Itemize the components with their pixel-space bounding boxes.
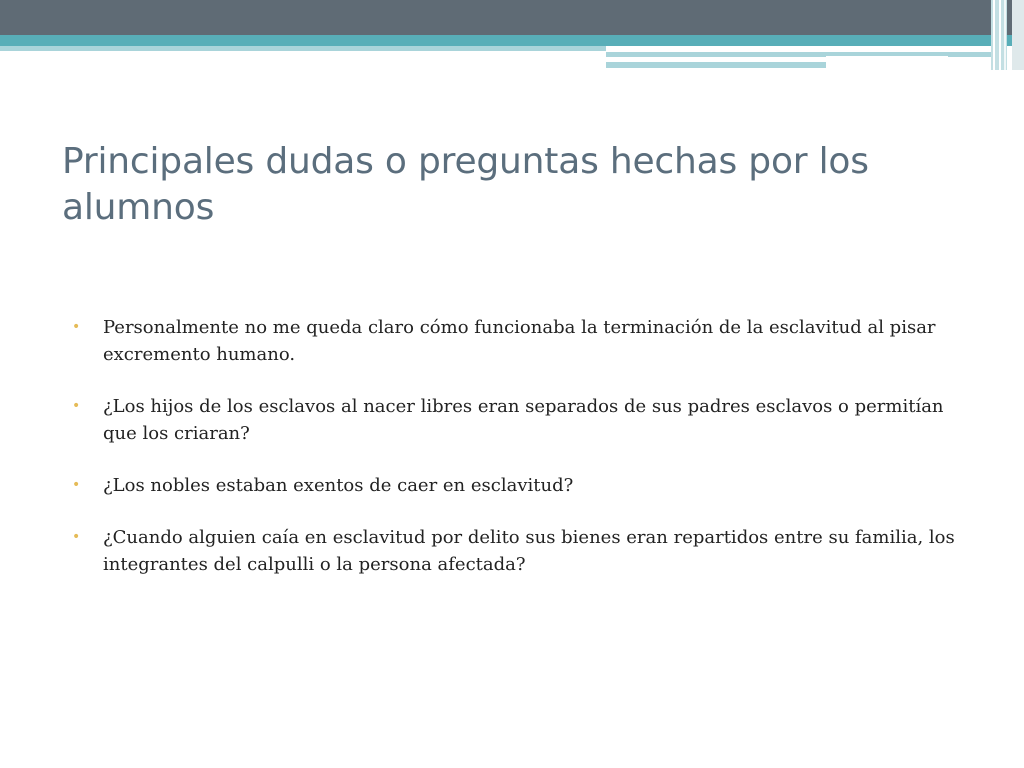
header-right-edge-stripe <box>1012 0 1024 70</box>
bullet-text: ¿Cuando alguien caía en esclavitud por delito sus bienes eran repartidos entre su familia, los integrantes del calpulli o la persona afectada? <box>103 527 955 575</box>
header-dark-band <box>0 0 1024 35</box>
header-decoration <box>0 0 1024 70</box>
bullet-dot-icon: • <box>72 529 81 545</box>
slide-title: Principales dudas o preguntas hechas por los alumnos <box>62 141 869 228</box>
header-teal-band <box>0 35 1024 46</box>
bullet-dot-icon: • <box>72 477 81 493</box>
bullet-item <box>72 393 972 447</box>
bullet-list <box>72 314 972 603</box>
header-white-line <box>826 56 948 59</box>
bullet-item <box>72 314 972 368</box>
bullet-item <box>72 472 972 499</box>
bullet-text: ¿Los hijos de los esclavos al nacer libres eran separados de sus padres esclavos o permitían que los criaran? <box>103 396 944 444</box>
bullet-text: ¿Los nobles estaban exentos de caer en esclavitud? <box>103 475 574 496</box>
bullet-dot-icon: • <box>72 398 81 414</box>
header-light-band <box>0 46 606 51</box>
header-light-stripe-lower <box>606 62 826 68</box>
bullet-item <box>72 524 972 578</box>
bullet-text: Personalmente no me queda claro cómo funcionaba la terminación de la esclavitud al pisar excremento humano. <box>103 317 936 365</box>
bullet-dot-icon: • <box>72 319 81 335</box>
